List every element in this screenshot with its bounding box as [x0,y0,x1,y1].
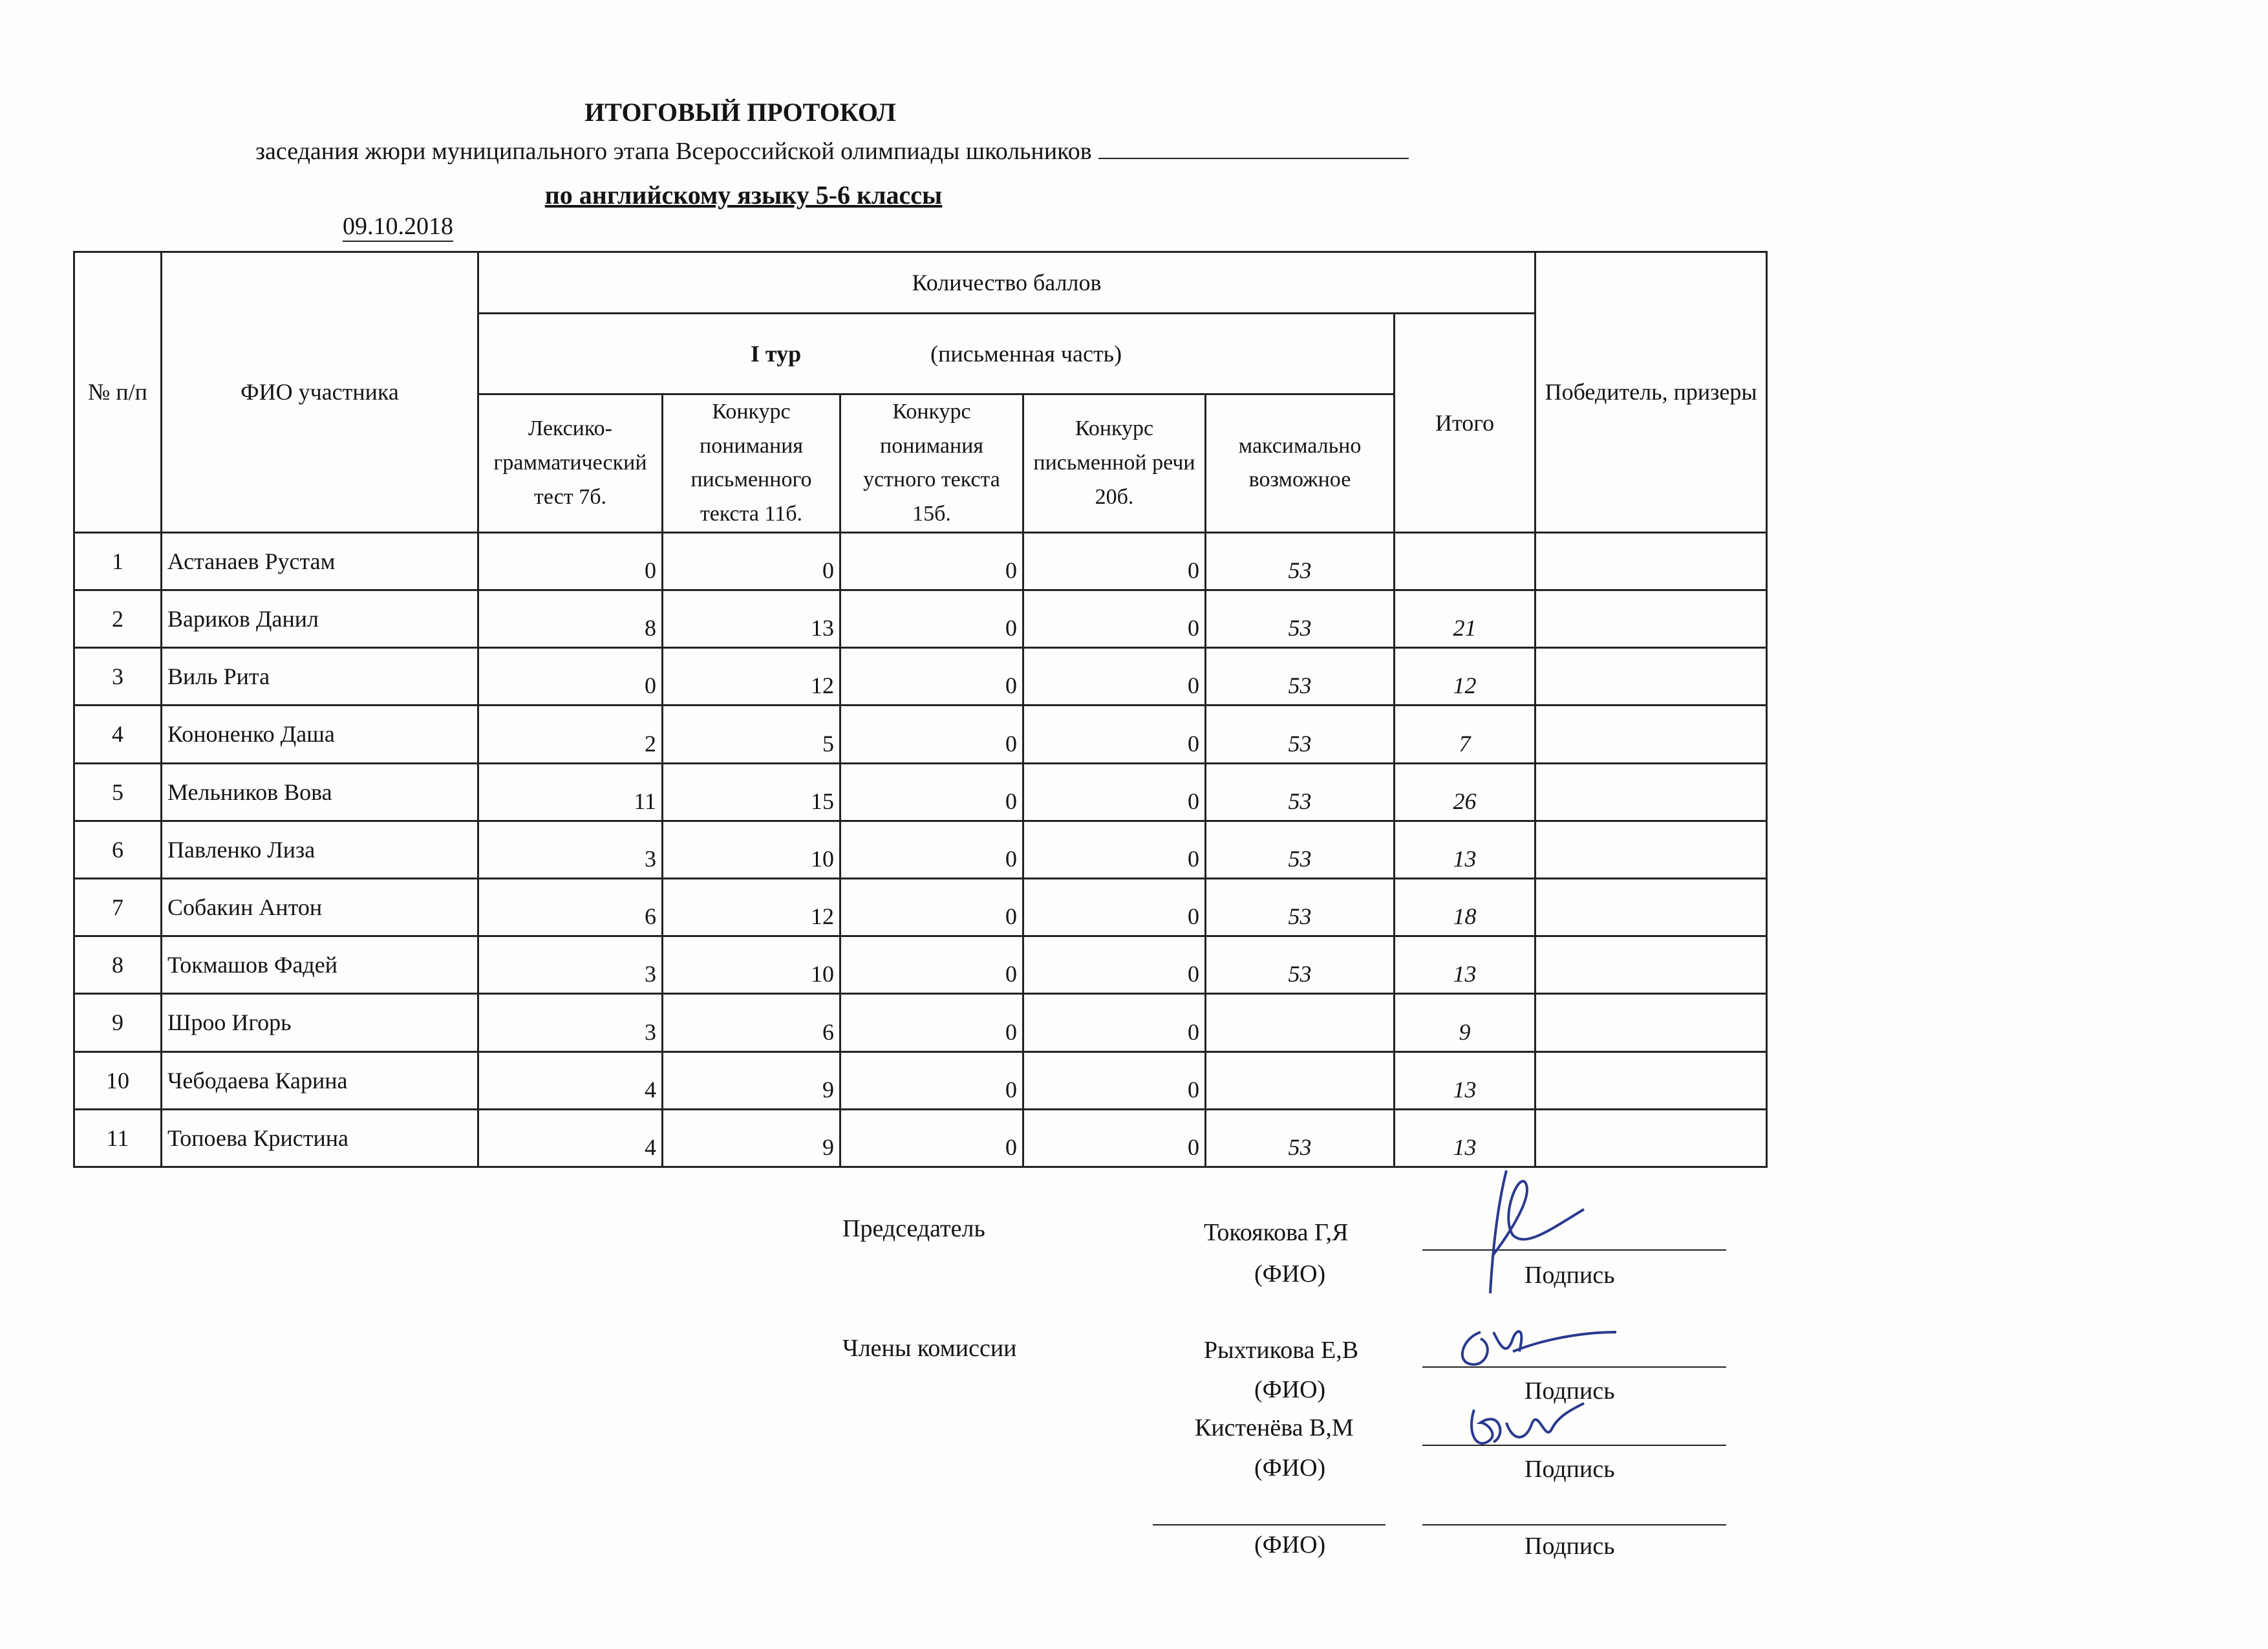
row-writing: 0 [1023,590,1206,647]
row-listening: 0 [840,763,1023,821]
row-listening: 0 [840,821,1023,878]
row-num: 6 [74,821,162,878]
tour-label: I тур [750,340,802,367]
row-total: 21 [1395,590,1535,647]
row-winner [1535,821,1767,878]
row-listening: 0 [840,590,1023,647]
tour-part-label: (письменная часть) [930,340,1122,367]
row-writing: 0 [1023,763,1206,821]
row-reading: 10 [663,936,840,994]
row-winner [1535,994,1767,1051]
extra-signature-line [1422,1524,1726,1525]
row-name: Виль Рита [162,648,478,706]
row-lex: 0 [478,532,663,590]
col-header-points: Количество баллов [478,252,1535,314]
row-name: Топоева Кристина [162,1109,478,1167]
row-name: Токмашов Фадей [162,936,478,994]
document-subtitle [255,136,1409,166]
row-reading: 10 [663,821,840,878]
member2-name: Кистенёва В,М [1195,1414,1354,1441]
row-max: 53 [1206,706,1395,763]
row-name: Кононенко Даша [162,706,478,763]
row-total: 13 [1395,1051,1535,1109]
chair-signature-image [1455,1158,1597,1300]
row-lex: 2 [478,706,663,763]
row-reading: 5 [663,706,840,763]
row-total: 9 [1395,994,1535,1051]
row-winner [1535,878,1767,936]
row-num: 3 [74,648,162,706]
row-total: 13 [1395,936,1535,994]
row-winner [1535,590,1767,647]
col-header-winner: Победитель, призеры [1535,252,1767,533]
col-header-num: № п/п [74,252,162,533]
row-listening: 0 [840,648,1023,706]
row-listening: 0 [840,1109,1023,1167]
row-num: 4 [74,706,162,763]
row-total: 26 [1395,763,1535,821]
row-reading: 0 [663,532,840,590]
member1-signature-image [1442,1313,1623,1377]
row-max: 53 [1206,821,1395,878]
row-listening: 0 [840,936,1023,994]
row-total: 13 [1395,1109,1535,1167]
col-header-lex: Лексико-грамматический тест 7б. [478,394,663,533]
row-lex: 4 [478,1051,663,1109]
row-lex: 3 [478,821,663,878]
col-header-listening: Конкурс понимания устного текста 15б. [840,394,1023,533]
row-name: Мельников Вова [162,763,478,821]
member1-fio-label: (ФИО) [1254,1376,1326,1403]
row-name: Павленко Лиза [162,821,478,878]
table-row [74,994,1767,1051]
row-writing: 0 [1023,706,1206,763]
row-lex: 0 [478,648,663,706]
row-listening: 0 [840,1051,1023,1109]
table-row [74,821,1767,878]
member1-name: Рыхтикова Е,В [1204,1337,1359,1364]
row-winner [1535,763,1767,821]
row-writing: 0 [1023,994,1206,1051]
row-name: Чебодаева Карина [162,1051,478,1109]
row-winner [1535,648,1767,706]
row-lex: 3 [478,936,663,994]
row-name: Вариков Данил [162,590,478,647]
table-row [74,706,1767,763]
col-header-total: Итого [1395,314,1535,533]
row-listening: 0 [840,994,1023,1051]
row-reading: 9 [663,1051,840,1109]
row-lex: 11 [478,763,663,821]
row-reading: 12 [663,878,840,936]
results-body [74,532,1767,1167]
row-name: Шроо Игорь [162,994,478,1051]
row-listening: 0 [840,878,1023,936]
row-max [1206,994,1395,1051]
row-num: 1 [74,532,162,590]
table-row [74,878,1767,936]
row-max: 53 [1206,648,1395,706]
row-winner [1535,936,1767,994]
row-num: 9 [74,994,162,1051]
row-total [1395,532,1535,590]
row-writing: 0 [1023,878,1206,936]
row-max: 53 [1206,936,1395,994]
row-reading: 9 [663,1109,840,1167]
row-max: 53 [1206,590,1395,647]
row-max: 53 [1206,878,1395,936]
table-row [74,936,1767,994]
row-writing: 0 [1023,1109,1206,1167]
row-writing: 0 [1023,821,1206,878]
row-total: 13 [1395,821,1535,878]
row-num: 10 [74,1051,162,1109]
member2-fio-label: (ФИО) [1254,1454,1326,1482]
chair-sign-label: Подпись [1524,1262,1615,1289]
chair-name: Токоякова Г,Я [1204,1219,1349,1246]
extra-sign-label: Подпись [1524,1533,1615,1560]
row-writing: 0 [1023,1051,1206,1109]
member2-signature-image [1461,1384,1590,1455]
row-num: 2 [74,590,162,647]
row-name: Астанаев Рустам [162,532,478,590]
row-max: 53 [1206,763,1395,821]
table-row [74,1051,1767,1109]
col-header-max: максимально возможное [1206,394,1395,533]
row-reading: 6 [663,994,840,1051]
row-num: 8 [74,936,162,994]
row-name: Собакин Антон [162,878,478,936]
row-reading: 13 [663,590,840,647]
extra-fio-line [1153,1524,1385,1525]
row-total: 7 [1395,706,1535,763]
extra-fio-label: (ФИО) [1254,1531,1326,1558]
row-max: 53 [1206,1109,1395,1167]
row-reading: 15 [663,763,840,821]
table-row [74,532,1767,590]
row-num: 11 [74,1109,162,1167]
col-header-writing: Конкурс письменной речи 20б. [1023,394,1206,533]
row-writing: 0 [1023,532,1206,590]
row-reading: 12 [663,648,840,706]
col-header-name: ФИО участника [162,252,478,533]
col-header-reading: Конкурс понимания письменного текста 11б. [663,394,840,533]
document-subject: по английскому языку 5-6 классы [544,180,943,210]
row-total: 18 [1395,878,1535,936]
row-winner [1535,532,1767,590]
document-date: 09.10.2018 [343,213,453,242]
row-listening: 0 [840,706,1023,763]
row-num: 7 [74,878,162,936]
members-label: Члены комиссии [842,1335,1017,1362]
member1-sign-label: Подпись [1524,1377,1615,1405]
row-lex: 6 [478,878,663,936]
row-listening: 0 [840,532,1023,590]
subtitle-text: заседания жюри муниципального этапа Всероссийской олимпиады школьников [255,138,1092,165]
col-header-tour [478,314,1395,394]
row-writing: 0 [1023,936,1206,994]
table-row [74,763,1767,821]
chair-fio-label: (ФИО) [1254,1260,1326,1288]
row-winner [1535,706,1767,763]
subtitle-blank-line [1098,136,1409,159]
member2-sign-label: Подпись [1524,1456,1615,1483]
row-max: 53 [1206,532,1395,590]
table-row [74,648,1767,706]
results-table [73,251,1768,1168]
row-lex: 3 [478,994,663,1051]
row-total: 12 [1395,648,1535,706]
row-writing: 0 [1023,648,1206,706]
chair-label: Председатель [842,1215,985,1242]
table-row [74,590,1767,647]
row-winner [1535,1051,1767,1109]
row-lex: 8 [478,590,663,647]
document-title: ИТОГОВЫЙ ПРОТОКОЛ [584,98,896,127]
row-num: 5 [74,763,162,821]
row-lex: 4 [478,1109,663,1167]
row-max [1206,1051,1395,1109]
